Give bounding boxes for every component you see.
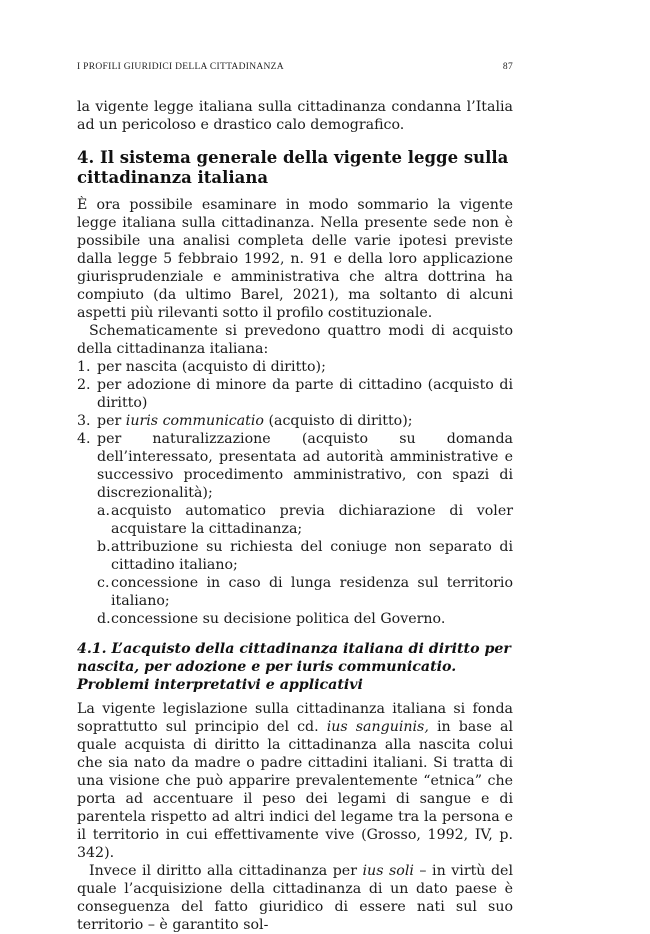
sublist-item-text: acquisto automatico previa dichiarazione di voler acquistare la cittadinanza; bbox=[111, 503, 513, 537]
section-paragraph: Schematicamente si prevedono quattro modi di acquisto della cittadinanza italiana: bbox=[77, 323, 513, 357]
list-item-text: per adozione di minore da parte di cittadino (acquisto di diritto) bbox=[97, 377, 513, 411]
list-item-text-post: (acquisto di diritto); bbox=[263, 413, 413, 429]
acquisition-modes-list bbox=[77, 358, 513, 502]
list-item bbox=[77, 430, 513, 502]
sublist-item-text: concessione in caso di lunga residenza sul territorio italiano; bbox=[111, 575, 513, 609]
sublist-item bbox=[77, 574, 513, 610]
list-item bbox=[77, 412, 513, 430]
list-number: 3. bbox=[77, 413, 91, 429]
paragraph-part: Invece il diritto alla cittadinanza per bbox=[89, 863, 363, 879]
sublist-item-text: concessione su decisione politica del Governo. bbox=[111, 611, 446, 627]
list-number: 1. bbox=[77, 359, 91, 375]
sublist-letter: c. bbox=[97, 575, 110, 591]
sublist-letter: b. bbox=[97, 539, 111, 555]
sublist-item bbox=[77, 538, 513, 574]
sublist-item bbox=[77, 610, 513, 628]
list-number: 4. bbox=[77, 431, 91, 447]
sublist-letter: d. bbox=[97, 611, 111, 627]
list-item-text-em: iuris communicatio bbox=[125, 413, 264, 429]
running-header bbox=[77, 62, 513, 72]
list-item-text: per nascita (acquisto di diritto); bbox=[97, 359, 326, 375]
section-paragraph: È ora possibile esaminare in modo sommario la vigente legge italiana sulla cittadinanza. Nella presente sede non è possibile una analisi completa delle varie ipotesi previste dalla legge 5 febbraio 1992, n. 91 e della loro applicazione giurisprudenziale e amministrativa che altra dottrina ha compiuto (da ultimo Barel, 2021), ma soltanto di alcuni aspetti più rilevanti sotto il profilo costituzionale. bbox=[77, 197, 513, 321]
sublist-letter: a. bbox=[97, 503, 110, 519]
subsection-paragraph bbox=[77, 700, 513, 862]
naturalization-sublist bbox=[77, 502, 513, 628]
body-text bbox=[77, 98, 513, 934]
subsection-heading: 4.1. L’acquisto della cittadinanza italiana di diritto per nascita, per adozione e per iuris communicatio. Problemi interpretativi e applicativi bbox=[77, 641, 511, 693]
list-item-text: per naturalizzazione (acquisto su domanda dell’interessato, presentata ad autorità amministrative e successivo procedimento amministrativo, con spazi di discrezionalità); bbox=[97, 431, 513, 501]
list-item bbox=[77, 358, 513, 376]
sublist-item-text: attribuzione su richiesta del coniuge non separato di cittadino italiano; bbox=[111, 539, 513, 573]
paragraph-part: La vigente legislazione sulla cittadinanza italiana si fonda soprattutto sul principio del cd. bbox=[77, 701, 513, 735]
sublist-item bbox=[77, 502, 513, 538]
subsection-paragraph bbox=[77, 862, 513, 934]
paragraph-emphasis: ius sanguinis, bbox=[326, 719, 429, 735]
list-item-text-pre: per bbox=[97, 413, 126, 429]
paragraph-emphasis: ius soli bbox=[362, 863, 414, 879]
paragraph-part: in base al quale acquista di diritto la cittadinanza alla nascita colui che sia nato da madre o padre cittadini italiani. Si tratta di una visione che può apparire prevalentemente “etnica” che porta ad accentuare il peso dei legami di sangue e di parentela rispetto ad altri indici del legame tra la persona e il territorio in cui effettivamente vive (Grosso, 1992, IV, p. 342). bbox=[77, 719, 513, 861]
list-item bbox=[77, 376, 513, 412]
running-title: I PROFILI GIURIDICI DELLA CITTADINANZA bbox=[77, 62, 284, 72]
section-heading: 4. Il sistema generale della vigente legge sulla cittadinanza italiana bbox=[77, 148, 509, 187]
list-number: 2. bbox=[77, 377, 91, 393]
paragraph-part: – in virtù del quale l’acquisizione della cittadinanza di un dato paese è conseguenza del fatto giuridico di essere nati sul suo territorio – è garantito sol- bbox=[77, 863, 513, 933]
page-number: 87 bbox=[502, 62, 513, 72]
intro-paragraph: la vigente legge italiana sulla cittadinanza condanna l’Italia ad un pericoloso e drastico calo demografico. bbox=[77, 99, 513, 133]
